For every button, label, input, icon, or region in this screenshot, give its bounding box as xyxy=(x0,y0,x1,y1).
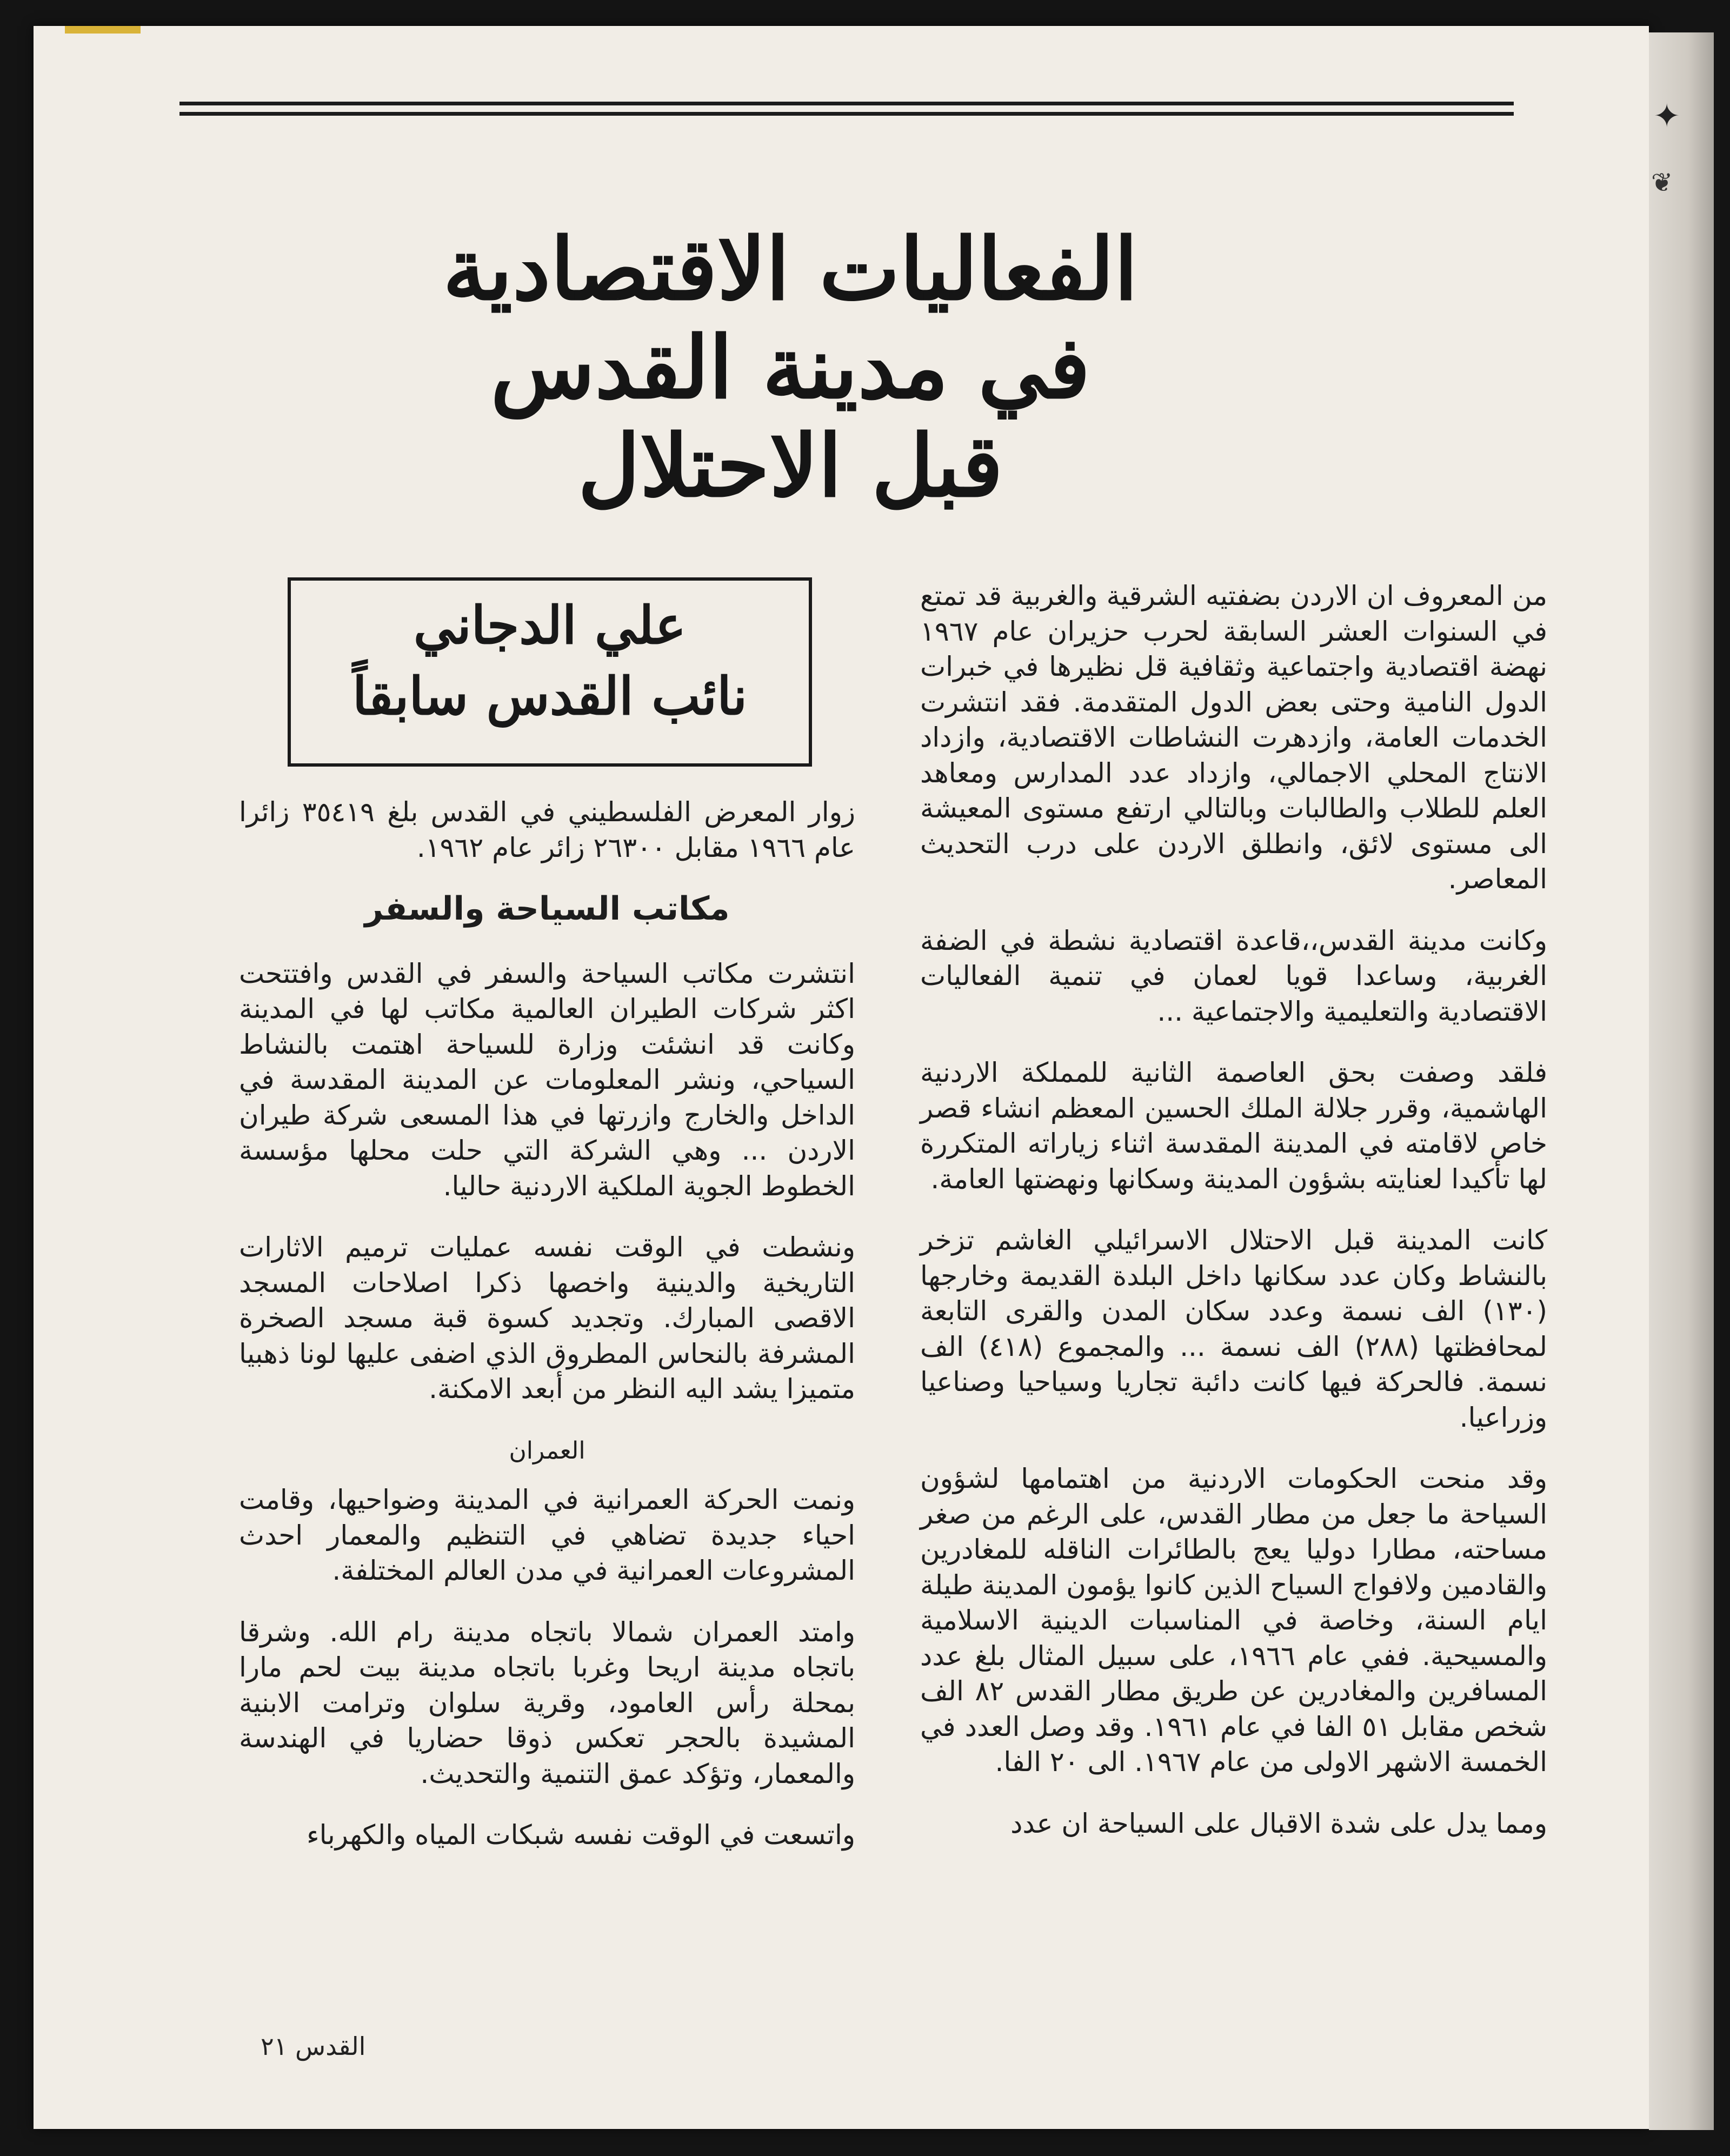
leaf-ornament-icon: ❦ xyxy=(1651,168,1673,198)
paragraph: ونشطت في الوقت نفسه عمليات ترميم الاثارات التاريخية والدينية واخصها ذكرا اصلاحات المسجد الاقصى المبارك. وتجديد كسوة قبة مسجد الصخرة المشرفة بالنحاس المطروق الذي اضفى عليها لونا ذهبيا متميزا يشد اليه النظر من أبعد الامكنة. xyxy=(239,1232,855,1405)
page-folio: القدس ٢١ xyxy=(261,2032,366,2061)
right-column xyxy=(920,578,1547,1841)
headline-line-3: قبل الاحتلال xyxy=(577,416,1003,516)
paragraph: من المعروف ان الاردن بضفتيه الشرقية والغربية قد تمتع في السنوات العشر السابقة لحرب حزيران عام ١٩٦٧ نهضة اقتصادية واجتماعية وثقافية قل نظيرها في خبرات الدول النامية وحتى بعض الدول المتقدمة. فقد انتشرت الخدمات العامة، وازدهرت النشاطات الاقتصادية، وازداد الانتاج المحلي الاجمالي، وازداد عدد المدارس ومعاهد العلم للطلاب والطالبات وبالتالي ارتفع مستوى المعيشة الى مستوى لائق، وانطلق الاردن على درب التحديث المعاصر. xyxy=(920,580,1547,895)
paragraph: كانت المدينة قبل الاحتلال الاسرائيلي الغاشم تزخر بالنشاط وكان عدد سكانها داخل البلدة القديمة وخارجها (١٣٠) الف نسمة وعدد سكان المدن والقرى التابعة لمحافظتها (٢٨٨) الف نسمة ... والمجموع (٤١٨) الف نسمة. فالحركة فيها كانت دائبة تجاريا وسياحيا وصناعيا وزراعيا. xyxy=(920,1225,1547,1433)
magazine-page xyxy=(34,26,1649,2129)
paragraph: وقد منحت الحكومات الاردنية من اهتمامها لشؤون السياحة ما جعل من مطار القدس، على الرغم من صغر مساحته، مطارا دوليا يعج بالطائرات الناقله للمغادرين والقادمين ولافواج السياح الذين كانوا يؤمون المدينة طيلة ايام السنة، وخاصة في المناسبات الدينية الاسلامية والمسيحية. ففي عام ١٩٦٦، على سبيل المثال بلغ عدد المسافرين والمغادرين عن طريق مطار القدس ٨٢ الف شخص مقابل ٥١ الفا في عام ١٩٦١. وقد وصل العدد في الخمسة الاشهر الاولى من عام ١٩٦٧. الى ٢٠ الفا. xyxy=(920,1463,1547,1778)
paragraph: ونمت الحركة العمرانية في المدينة وضواحيها، وقامت احياء جديدة تضاهي في التنظيم والمعمار احدث المشروعات العمرانية في مدن العالم المختلفة. xyxy=(239,1484,855,1586)
author-name: علي الدجاني xyxy=(413,595,687,656)
headline-line-2: في مدينة القدس xyxy=(490,318,1090,418)
article-headline xyxy=(185,221,1396,516)
left-column xyxy=(239,795,855,1853)
rule-line xyxy=(179,102,1514,105)
binding-edge xyxy=(65,26,141,34)
headline-line-1: الفعاليات الاقتصادية xyxy=(443,219,1138,320)
paragraph: انتشرت مكاتب السياحة والسفر في القدس وافتتحت اكثر شركات الطيران العالمية مكاتب لها في المدينة وكانت قد انشئت وزارة للسياحة اهتمت بالنشاط السياحي، ونشر المعلومات عن المدينة المقدسة في الداخل والخارج وازرتها في هذا المسعى شركة طيران الاردن ... وهي الشركة التي حلت محلها مؤسسة الخطوط الجوية الملكية الاردنية حاليا. xyxy=(239,957,855,1202)
section-title: مكاتب السياحة والسفر xyxy=(364,890,730,928)
rule-line xyxy=(179,112,1514,116)
paragraph: واتسعت في الوقت نفسه شبكات المياه والكهرباء xyxy=(307,1819,855,1851)
author-role: نائب القدس سابقاً xyxy=(352,666,748,727)
paragraph: وكانت مدينة القدس،،قاعدة اقتصادية نشطة في الضفة الغربية، وساعدا قويا لعمان في تنمية الفعاليات الاقتصادية والتعليمية والاجتماعية ... xyxy=(920,924,1547,1027)
ornament-icon: ✦ xyxy=(1653,97,1681,135)
author-box xyxy=(288,577,812,767)
top-double-rule xyxy=(179,102,1514,122)
intro-paragraph: زوار المعرض الفلسطيني في القدس بلغ ٣٥٤١٩ زائرا عام ١٩٦٦ مقابل ٢٦٣٠٠ زائر عام ١٩٦٢. xyxy=(239,796,855,863)
paragraph: ومما يدل على شدة الاقبال على السياحة ان عدد xyxy=(1010,1807,1547,1839)
paragraph: فلقد وصفت بحق العاصمة الثانية للمملكة الاردنية الهاشمية، وقرر جلالة الملك الحسين المعظم انشاء قصر خاص لاقامته في المدينة المقدسة اثناء زياراته المتكررة لها تأكيدا لعنايته بشؤون المدينة وسكانها ونهضتها العامة. xyxy=(920,1057,1547,1195)
sub-title: العمران xyxy=(509,1436,585,1465)
paragraph: وامتد العمران شمالا باتجاه مدينة رام الله. وشرقا باتجاه مدينة اريحا وغربا باتجاه مدينة بيت لحم مارا بمحلة رأس العامود، وقرية سلوان وترامت الابنية المشيدة بالحجر تعكس ذوقا حضاريا في الهندسة والمعمار، وتؤكد عمق التنمية والتحديث. xyxy=(239,1616,855,1789)
next-page-edge xyxy=(1649,32,1714,2130)
